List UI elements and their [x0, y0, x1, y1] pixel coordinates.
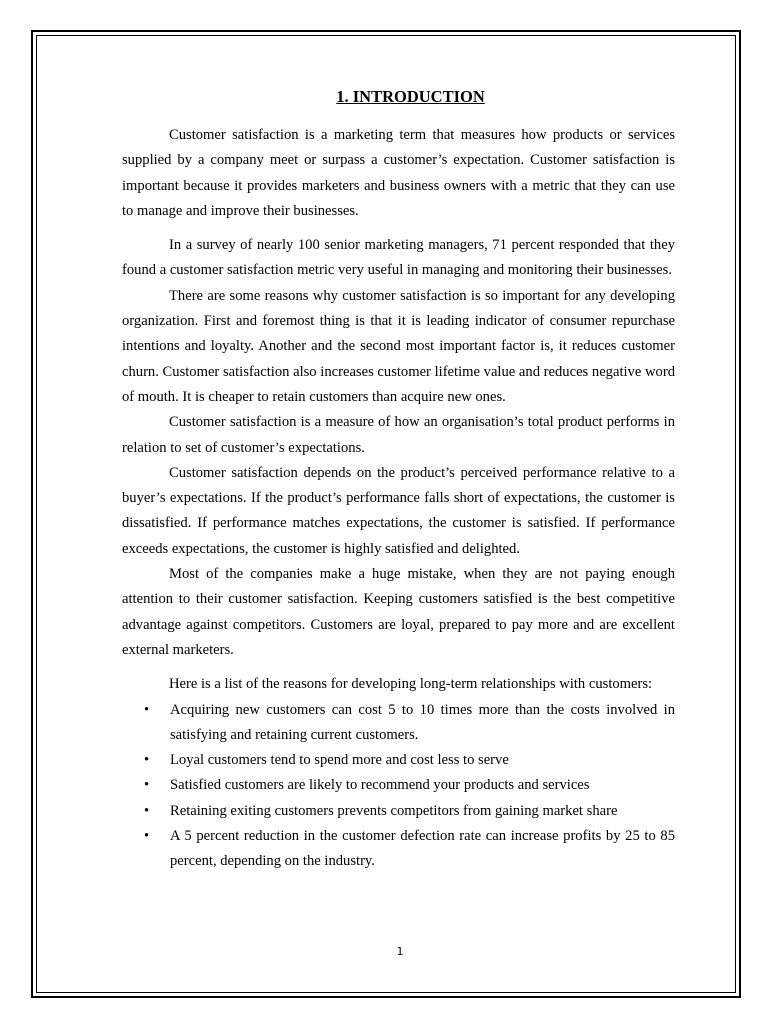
section-title: 1. INTRODUCTION [336, 87, 485, 106]
paragraph-2: In a survey of nearly 100 senior marketing managers, 71 percent responded that they found a customer satisfaction metric very useful in managing and monitoring their businesses. [122, 237, 675, 279]
bullet-icon: • [144, 828, 150, 845]
document-body [122, 86, 675, 875]
list-item [122, 824, 675, 875]
paragraph-6: Most of the companies make a huge mistake, when they are not paying enough attention to their customer satisfaction. Keeping customers satisfied is the best competitive advantage against competitors. Customers are loyal, prepared to pay more and are excellent external marketers. [122, 566, 675, 658]
bullet-icon: • [144, 752, 150, 769]
paragraph-5: Customer satisfaction depends on the product’s perceived performance relative to a buyer’s expectations. If the product’s performance falls short of expectations, the customer is dissatisfied. If performance matches expectations, the customer is satisfied. If performance exceeds expectations, the customer is highly satisfied and delighted. [122, 464, 675, 557]
bullet-icon: • [144, 777, 150, 794]
list-item-text: Satisfied customers are likely to recommend your products and services [170, 777, 590, 794]
list-item [122, 773, 675, 798]
list-item-text: Acquiring new customers can cost 5 to 10 times more than the costs involved in satisfying and retaining current customers. [170, 701, 675, 743]
list-item [122, 748, 675, 773]
list-item-text: Retaining exiting customers prevents competitors from gaining market share [170, 802, 618, 819]
list-item-text: Loyal customers tend to spend more and cost less to serve [170, 752, 509, 769]
list-item [122, 698, 675, 749]
page-number: 1 [396, 945, 404, 958]
paragraph-3: There are some reasons why customer satisfaction is so important for any developing organization. First and foremost thing is that it is leading indicator of consumer repurchase intentions and loyalty. Another and the second most important factor is, it reduces customer churn. Customer satisfaction also increases customer lifetime value and reduces negative word of mouth. It is cheaper to retain customers than acquire new ones. [122, 287, 675, 405]
paragraph-7: Here is a list of the reasons for developing long-term relationships with customers: [169, 676, 653, 693]
list-item [122, 799, 675, 824]
bullet-icon: • [144, 802, 150, 819]
reasons-list [122, 698, 675, 875]
list-item-text: A 5 percent reduction in the customer defection rate can increase profits by 25 to 85 percent, depending on the industry. [170, 828, 675, 870]
bullet-icon: • [144, 701, 150, 718]
paragraph-1: Customer satisfaction is a marketing term that measures how products or services supplied by a company meet or surpass a customer’s expectation. Customer satisfaction is important because it provides marketers and business owners with a metric that they can use to manage and improve their businesses. [122, 127, 675, 219]
paragraph-4: Customer satisfaction is a measure of how an organisation’s total product performs in relation to set of customer’s expectations. [122, 414, 675, 456]
